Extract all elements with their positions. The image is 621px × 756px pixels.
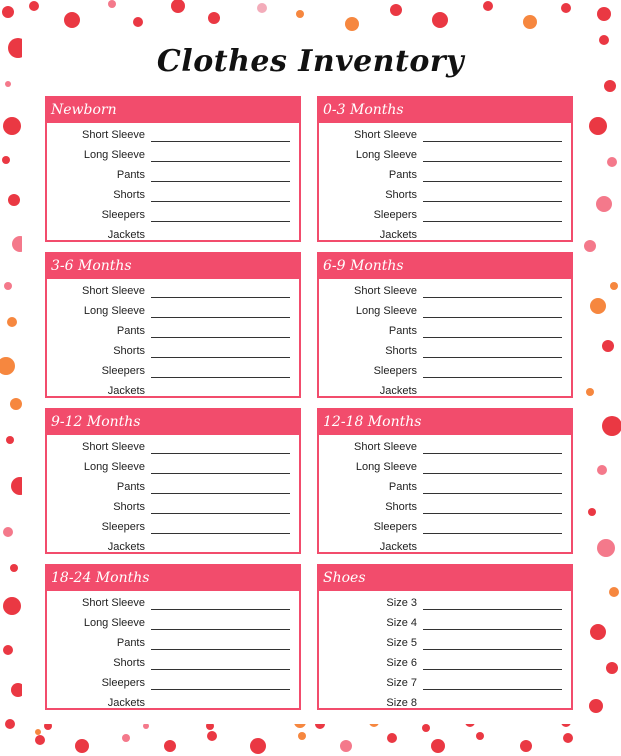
- decorative-dot: [590, 624, 606, 640]
- item-label: Long Sleeve: [83, 149, 145, 161]
- item-label: Short Sleeve: [82, 129, 145, 141]
- card-rows: [47, 593, 299, 713]
- inventory-row: [47, 205, 299, 225]
- decorative-dot: [29, 1, 39, 11]
- decorative-dot: [171, 0, 185, 13]
- decorative-dot: [432, 12, 448, 28]
- item-label: Jackets: [107, 697, 145, 709]
- item-label: Size 3: [386, 597, 417, 609]
- inventory-row: [319, 205, 571, 225]
- inventory-card: [45, 96, 301, 242]
- item-label: Short Sleeve: [82, 285, 145, 297]
- inventory-row: [47, 165, 299, 185]
- write-in-line[interactable]: [151, 357, 290, 358]
- inventory-card: [317, 252, 573, 398]
- item-label: Pants: [388, 325, 417, 337]
- decorative-dot: [10, 398, 22, 410]
- card-heading: 0-3 Months: [319, 98, 571, 123]
- item-label: Sleepers: [101, 521, 145, 533]
- item-label: Shorts: [385, 345, 417, 357]
- item-label: Jackets: [107, 385, 145, 397]
- card-heading: 9-12 Months: [47, 410, 299, 435]
- card-rows: [319, 593, 571, 713]
- item-label: Shorts: [385, 189, 417, 201]
- write-in-line[interactable]: [151, 493, 290, 494]
- item-label: Short Sleeve: [354, 129, 417, 141]
- write-in-line[interactable]: [423, 649, 562, 650]
- card-rows: [47, 281, 299, 401]
- card-heading: Newborn: [47, 98, 299, 123]
- item-label: Pants: [388, 169, 417, 181]
- item-label: Jackets: [379, 541, 417, 553]
- item-label: Shorts: [113, 501, 145, 513]
- decorative-dot: [5, 719, 15, 729]
- write-in-line[interactable]: [151, 473, 290, 474]
- decorative-dot: [7, 317, 17, 327]
- decorative-dot: [2, 156, 10, 164]
- card-heading: 12-18 Months: [319, 410, 571, 435]
- decorative-dot: [2, 6, 14, 18]
- inventory-card: [45, 408, 301, 554]
- decorative-dot: [520, 740, 532, 752]
- write-in-line[interactable]: [423, 317, 562, 318]
- decorative-dot: [75, 739, 89, 753]
- card-rows: [319, 125, 571, 245]
- decorative-dot: [602, 416, 621, 436]
- item-label: Sleepers: [373, 209, 417, 221]
- card-heading: Shoes: [319, 566, 571, 591]
- decorative-dot: [597, 7, 611, 21]
- card-rows: [319, 281, 571, 401]
- item-label: Shorts: [113, 345, 145, 357]
- decorative-dot: [589, 699, 603, 713]
- item-label: Jackets: [379, 229, 417, 241]
- write-in-line[interactable]: [151, 649, 290, 650]
- inventory-card: [317, 564, 573, 710]
- decorative-dot: [523, 15, 537, 29]
- inventory-row: [47, 537, 299, 557]
- inventory-row: [47, 633, 299, 653]
- item-label: Sleepers: [101, 209, 145, 221]
- write-in-line[interactable]: [151, 533, 290, 534]
- decorative-dot: [604, 80, 616, 92]
- item-label: Size 7: [386, 677, 417, 689]
- write-in-line[interactable]: [423, 473, 562, 474]
- write-in-line[interactable]: [423, 141, 562, 142]
- inventory-row: [319, 497, 571, 517]
- inventory-row: [47, 613, 299, 633]
- decorative-dot: [586, 388, 594, 396]
- card-heading: 18-24 Months: [47, 566, 299, 591]
- write-in-line[interactable]: [151, 317, 290, 318]
- inventory-row: [47, 225, 299, 245]
- decorative-dot: [483, 1, 493, 11]
- decorative-dot: [596, 196, 612, 212]
- inventory-card: [317, 408, 573, 554]
- decorative-dot: [3, 645, 13, 655]
- decorative-dot: [606, 662, 618, 674]
- write-in-line[interactable]: [423, 357, 562, 358]
- inventory-row: [47, 517, 299, 537]
- item-label: Size 4: [386, 617, 417, 629]
- decorative-dot: [610, 282, 618, 290]
- write-in-line[interactable]: [423, 609, 562, 610]
- decorative-dot: [340, 740, 352, 752]
- decorative-dot: [6, 436, 14, 444]
- item-label: Sleepers: [101, 365, 145, 377]
- item-label: Long Sleeve: [355, 149, 417, 161]
- item-label: Long Sleeve: [83, 617, 145, 629]
- item-label: Long Sleeve: [83, 305, 145, 317]
- card-rows: [319, 437, 571, 557]
- write-in-line[interactable]: [423, 629, 562, 630]
- write-in-line[interactable]: [151, 201, 290, 202]
- write-in-line[interactable]: [151, 513, 290, 514]
- inventory-row: [319, 673, 571, 693]
- write-in-line[interactable]: [151, 453, 290, 454]
- decorative-dot: [257, 3, 267, 13]
- decorative-dot: [584, 240, 596, 252]
- write-in-line[interactable]: [423, 221, 562, 222]
- decorative-dot: [0, 357, 15, 375]
- decorative-dot: [250, 738, 266, 754]
- write-in-line[interactable]: [151, 181, 290, 182]
- inventory-row: [47, 693, 299, 713]
- inventory-row: [319, 361, 571, 381]
- item-label: Long Sleeve: [355, 305, 417, 317]
- inventory-row: [319, 281, 571, 301]
- item-label: Pants: [116, 169, 145, 181]
- write-in-line[interactable]: [423, 201, 562, 202]
- write-in-line[interactable]: [423, 689, 562, 690]
- decorative-dot: [3, 527, 13, 537]
- inventory-row: [319, 437, 571, 457]
- write-in-line[interactable]: [423, 337, 562, 338]
- item-label: Size 5: [386, 637, 417, 649]
- write-in-line[interactable]: [423, 297, 562, 298]
- decorative-dot: [8, 194, 20, 206]
- inventory-row: [47, 145, 299, 165]
- inventory-row: [319, 125, 571, 145]
- write-in-line[interactable]: [151, 221, 290, 222]
- decorative-dot: [10, 564, 18, 572]
- write-in-line[interactable]: [151, 161, 290, 162]
- inventory-row: [47, 497, 299, 517]
- inventory-row: [47, 301, 299, 321]
- write-in-line[interactable]: [151, 297, 290, 298]
- decorative-dot: [387, 733, 397, 743]
- decorative-dot: [35, 735, 45, 745]
- page-title: Clothes Inventory: [156, 44, 465, 79]
- item-label: Sleepers: [373, 521, 417, 533]
- item-label: Size 6: [386, 657, 417, 669]
- decorative-dot: [298, 732, 306, 740]
- write-in-line[interactable]: [151, 337, 290, 338]
- decorative-dot: [390, 4, 402, 16]
- inventory-row: [47, 341, 299, 361]
- item-label: Jackets: [107, 229, 145, 241]
- card-rows: [47, 437, 299, 557]
- write-in-line[interactable]: [423, 453, 562, 454]
- inventory-row: [47, 653, 299, 673]
- card-heading: 6-9 Months: [319, 254, 571, 279]
- decorative-dot: [597, 465, 607, 475]
- item-label: Short Sleeve: [82, 441, 145, 453]
- decorative-dot: [3, 117, 21, 135]
- item-label: Jackets: [107, 541, 145, 553]
- inventory-row: [319, 517, 571, 537]
- item-label: Shorts: [385, 501, 417, 513]
- decorative-dot: [35, 729, 41, 735]
- decorative-dot: [476, 732, 484, 740]
- item-label: Long Sleeve: [83, 461, 145, 473]
- inventory-row: [319, 613, 571, 633]
- inventory-row: [319, 185, 571, 205]
- card-rows: [47, 125, 299, 245]
- inventory-row: [319, 165, 571, 185]
- item-label: Shorts: [113, 189, 145, 201]
- write-in-line[interactable]: [423, 181, 562, 182]
- decorative-dot: [597, 539, 615, 557]
- item-label: Short Sleeve: [354, 441, 417, 453]
- write-in-line[interactable]: [423, 377, 562, 378]
- write-in-line[interactable]: [423, 493, 562, 494]
- write-in-line[interactable]: [151, 141, 290, 142]
- inventory-row: [319, 477, 571, 497]
- decorative-dot: [108, 0, 116, 8]
- inventory-row: [319, 537, 571, 557]
- inventory-row: [47, 125, 299, 145]
- write-in-line[interactable]: [151, 629, 290, 630]
- write-in-line[interactable]: [423, 161, 562, 162]
- decorative-dot: [607, 157, 617, 167]
- decorative-dot: [3, 597, 21, 615]
- decorative-dot: [609, 587, 619, 597]
- item-label: Long Sleeve: [355, 461, 417, 473]
- decorative-dot: [431, 739, 445, 753]
- inventory-row: [47, 321, 299, 341]
- inventory-row: [47, 361, 299, 381]
- inventory-row: [319, 457, 571, 477]
- inventory-row: [47, 477, 299, 497]
- inventory-row: [319, 593, 571, 613]
- inventory-row: [47, 185, 299, 205]
- decorative-dot: [5, 81, 11, 87]
- inventory-card: [317, 96, 573, 242]
- write-in-line[interactable]: [151, 689, 290, 690]
- decorative-dot: [296, 10, 304, 18]
- item-label: Sleepers: [373, 365, 417, 377]
- decorative-dot: [602, 340, 614, 352]
- item-label: Shorts: [113, 657, 145, 669]
- item-label: Pants: [388, 481, 417, 493]
- item-label: Short Sleeve: [82, 597, 145, 609]
- inventory-card: [45, 252, 301, 398]
- decorative-dot: [422, 724, 430, 732]
- write-in-line[interactable]: [423, 513, 562, 514]
- decorative-dot: [207, 731, 217, 741]
- inventory-row: [319, 145, 571, 165]
- inventory-row: [319, 653, 571, 673]
- decorative-dot: [590, 298, 606, 314]
- write-in-line[interactable]: [423, 669, 562, 670]
- inventory-row: [47, 593, 299, 613]
- write-in-line[interactable]: [151, 377, 290, 378]
- inventory-row: [319, 381, 571, 401]
- item-label: Pants: [116, 481, 145, 493]
- inventory-row: [47, 381, 299, 401]
- inventory-row: [47, 673, 299, 693]
- decorative-dot: [589, 117, 607, 135]
- inventory-row: [319, 341, 571, 361]
- decorative-dot: [4, 282, 12, 290]
- inventory-row: [319, 633, 571, 653]
- decorative-dot: [208, 12, 220, 24]
- decorative-dot: [64, 12, 80, 28]
- decorative-dot: [588, 508, 596, 516]
- decorative-dot: [561, 3, 571, 13]
- write-in-line[interactable]: [151, 609, 290, 610]
- inventory-row: [47, 457, 299, 477]
- decorative-dot: [164, 740, 176, 752]
- inventory-row: [319, 301, 571, 321]
- inventory-row: [319, 693, 571, 713]
- inventory-row: [47, 281, 299, 301]
- item-label: Pants: [116, 325, 145, 337]
- write-in-line[interactable]: [151, 669, 290, 670]
- item-label: Size 8: [386, 697, 417, 709]
- decorative-dot: [345, 17, 359, 31]
- inventory-row: [319, 225, 571, 245]
- decorative-dot: [133, 17, 143, 27]
- inventory-row: [319, 321, 571, 341]
- item-label: Short Sleeve: [354, 285, 417, 297]
- write-in-line[interactable]: [423, 533, 562, 534]
- item-label: Jackets: [379, 385, 417, 397]
- decorative-dot: [563, 733, 573, 743]
- inventory-card: [45, 564, 301, 710]
- inventory-row: [47, 437, 299, 457]
- card-heading: 3-6 Months: [47, 254, 299, 279]
- decorative-dot: [122, 734, 130, 742]
- item-label: Sleepers: [101, 677, 145, 689]
- item-label: Pants: [116, 637, 145, 649]
